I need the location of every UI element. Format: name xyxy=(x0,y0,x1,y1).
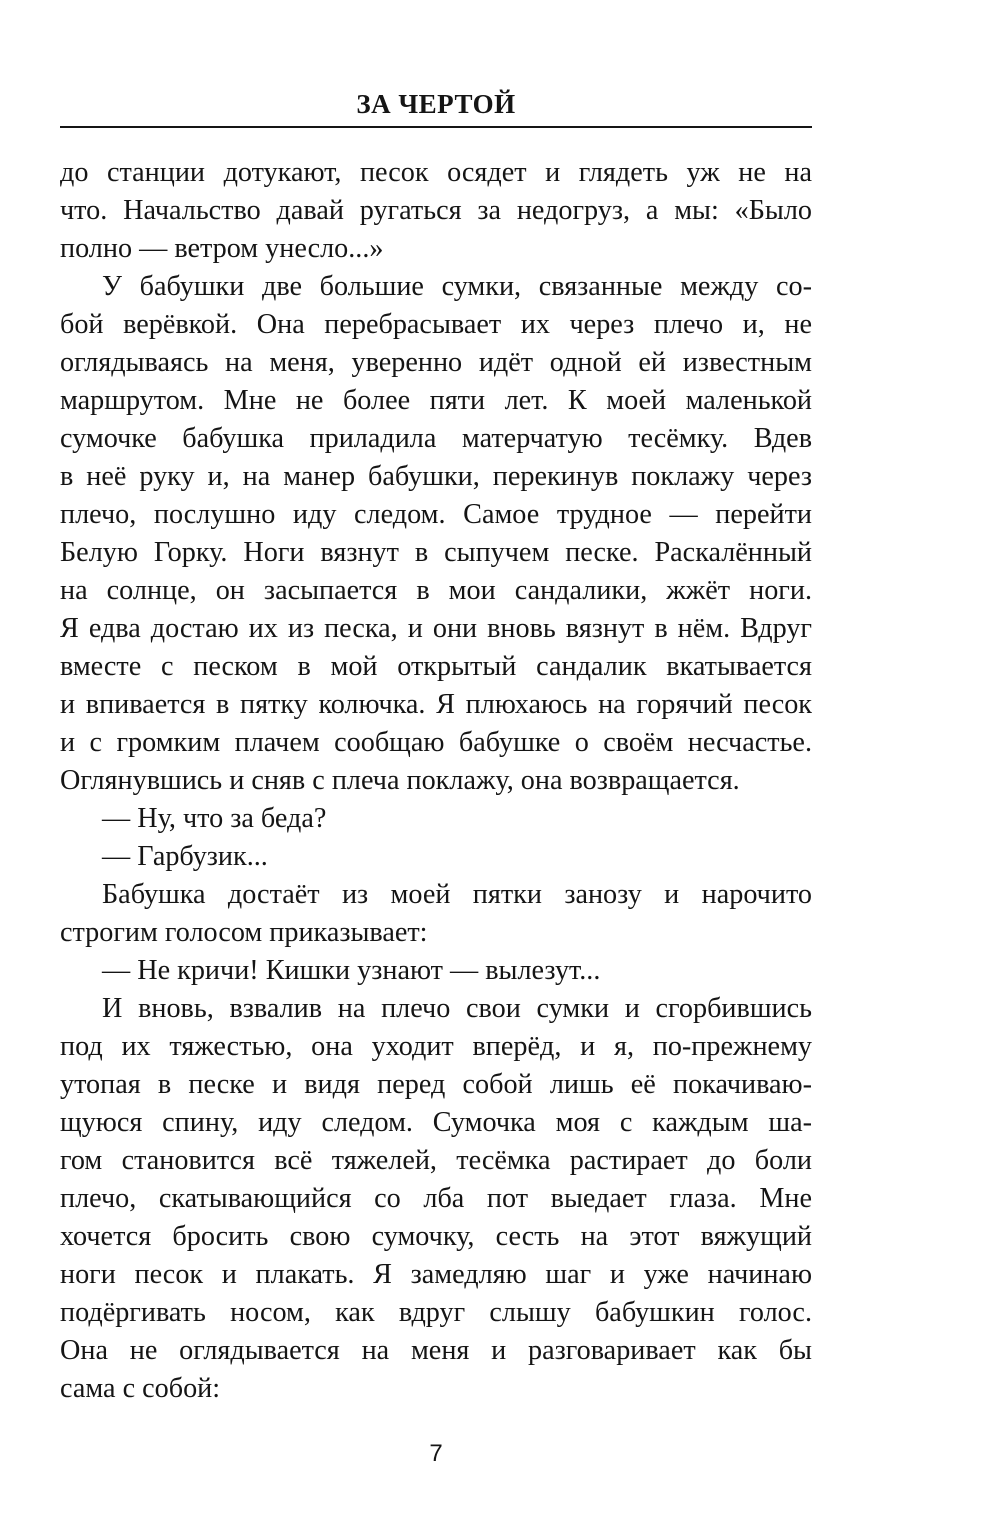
paragraph xyxy=(60,952,812,990)
text-line: Белую Горку. Ноги вязнут в сыпучем песке. Раскалённый xyxy=(60,537,812,568)
text-line: до станции дотукают, песок осядет и глядеть уж не на xyxy=(60,157,812,188)
text-line: в неё руку и, на манер бабушки, перекинув поклажу через xyxy=(60,461,812,492)
text-line: что. Начальство давай ругаться за недогруз, а мы: «Было xyxy=(60,195,812,226)
text-line: плечо, послушно иду следом. Самое трудное — перейти xyxy=(60,499,812,530)
text-line: строгим голосом приказывает: xyxy=(60,917,428,948)
text-line: бой верёвкой. Она перебрасывает их через плечо и, не xyxy=(60,309,812,340)
text-line: щуюся спину, иду следом. Сумочка моя с каждым ша- xyxy=(60,1107,812,1138)
paragraph xyxy=(60,990,812,1408)
text-line: под их тяжестью, она уходит вперёд, и я, по-прежнему xyxy=(60,1031,812,1062)
text-line: на солнце, он засыпается в мои сандалики, жжёт ноги. xyxy=(60,575,812,606)
text-line: хочется бросить свою сумочку, сесть на этот вяжущий xyxy=(60,1221,812,1252)
text-line: ноги песок и плакать. Я замедляю шаг и уже начинаю xyxy=(60,1259,812,1290)
text-line: полно — ветром унесло...» xyxy=(60,233,384,264)
text-line: Бабушка достаёт из моей пятки занозу и нарочито xyxy=(102,879,812,910)
running-title: ЗА ЧЕРТОЙ xyxy=(356,89,516,119)
paragraph xyxy=(60,154,812,268)
text-line: Я едва достаю их из песка, и они вновь вязнут в нём. Вдруг xyxy=(60,613,812,644)
text-line: вместе с песком в мой открытый сандалик вкатывается xyxy=(60,651,812,682)
text-line: — Гарбузик... xyxy=(102,841,268,872)
text-line: и впивается в пятку колючка. Я плюхаюсь на горячий песок xyxy=(60,689,812,720)
body-text xyxy=(60,154,812,1408)
text-line: Оглянувшись и сняв с плеча поклажу, она возвращается. xyxy=(60,765,740,796)
text-line: — Ну, что за беда? xyxy=(102,803,327,834)
header-rule xyxy=(60,126,812,128)
text-line: оглядываясь на меня, уверенно идёт одной ей известным xyxy=(60,347,812,378)
paragraph xyxy=(60,838,812,876)
text-line: У бабушки две большие сумки, связанные между со- xyxy=(102,271,812,302)
text-line: плечо, скатывающийся со лба пот выедает глаза. Мне xyxy=(60,1183,812,1214)
paragraph xyxy=(60,800,812,838)
text-line: И вновь, взвалив на плечо свои сумки и сгорбившись xyxy=(102,993,812,1024)
paragraph xyxy=(60,268,812,800)
text-line: Она не оглядывается на меня и разговаривает как бы xyxy=(60,1335,812,1366)
text-line: маршрутом. Мне не более пяти лет. К моей маленькой xyxy=(60,385,812,416)
text-line: утопая в песке и видя перед собой лишь её покачиваю- xyxy=(60,1069,812,1100)
text-line: сумочке бабушка приладила матерчатую тесёмку. Вдев xyxy=(60,423,812,454)
text-line: — Не кричи! Кишки узнают — вылезут... xyxy=(102,955,601,986)
text-line: сама с собой: xyxy=(60,1373,221,1404)
page-number: 7 xyxy=(429,1440,443,1467)
text-line: подёргивать носом, как вдруг слышу бабушкин голос. xyxy=(60,1297,812,1328)
paragraph xyxy=(60,876,812,952)
text-line: и с громким плачем сообщаю бабушке о своём несчастье. xyxy=(60,727,812,758)
text-line: гом становится всё тяжелей, тесёмка растирает до боли xyxy=(60,1145,812,1176)
